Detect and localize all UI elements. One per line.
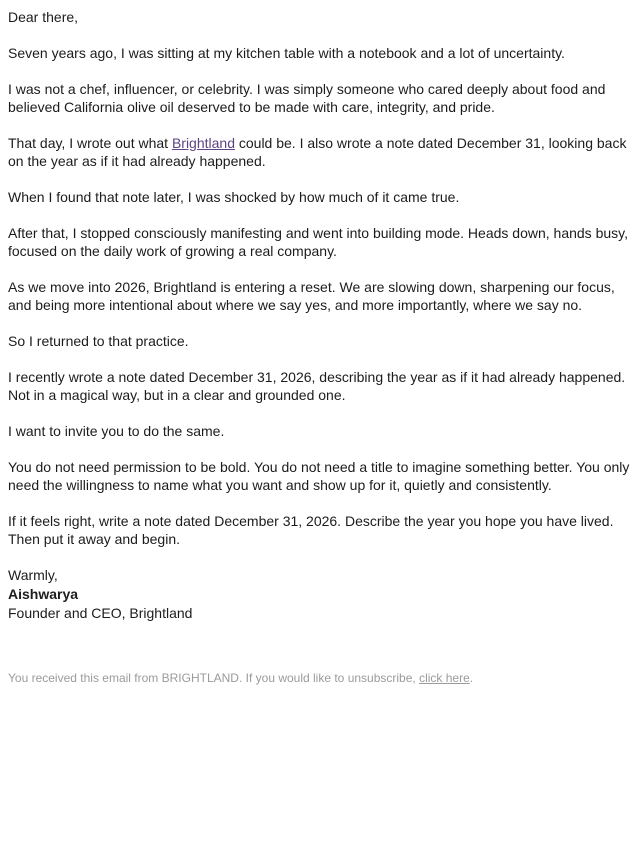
paragraph-2: I was not a chef, influencer, or celebrity. I was simply someone who cared deeply about food and believed California olive oil deserved to be made with care, integrity, and pride. [8,81,606,115]
paragraph-9: I want to invite you to do the same. [8,423,225,439]
paragraph-5: After that, I stopped consciously manifesting and went into building mode. Heads down, hands busy, focused on the daily work of growing a real company. [8,225,628,259]
unsubscribe-link[interactable]: click here [419,671,470,685]
paragraph-3-text-after: could be. I also wrote a note dated December 31, looking back on the year as if it had already happened. [8,135,627,169]
paragraph-4: When I found that note later, I was shocked by how much of it came true. [8,189,460,205]
paragraph-7: So I returned to that practice. [8,333,189,349]
brightland-link[interactable]: Brightland [171,135,235,151]
paragraph-1: Seven years ago, I was sitting at my kitchen table with a notebook and a lot of uncertainty. [8,45,565,61]
paragraph-10: You do not need permission to be bold. You do not need a title to imagine something better. You only need the willingness to name what you want and show up for it, quietly and consistently. [8,459,630,493]
paragraph-6: As we move into 2026, Brightland is entering a reset. We are slowing down, sharpening our focus, and being more intentional about where we say yes, and more importantly, where we say no. [8,279,615,313]
footer-text-before: You received this email from BRIGHTLAND. If you would like to unsubscribe, [8,671,420,685]
signature-title: Founder and CEO, Brightland [8,605,193,621]
paragraph-3 [8,134,632,170]
paragraph-8: I recently wrote a note dated December 31, 2026, describing the year as if it had already happened. Not in a magical way, but in a clear and grounded one. [8,369,626,403]
paragraph-3-text-before: That day, I wrote out what [8,135,172,151]
footer-note [8,670,632,686]
footer-text-after: . [469,671,474,685]
paragraph-11: If it feels right, write a note dated December 31, 2026. Describe the year you hope you have lived. Then put it away and begin. [8,513,614,547]
signature-block [8,566,632,623]
signature-closing: Warmly, [8,567,58,583]
salutation: Dear there, [8,9,79,25]
signature-name: Aishwarya [8,586,79,602]
